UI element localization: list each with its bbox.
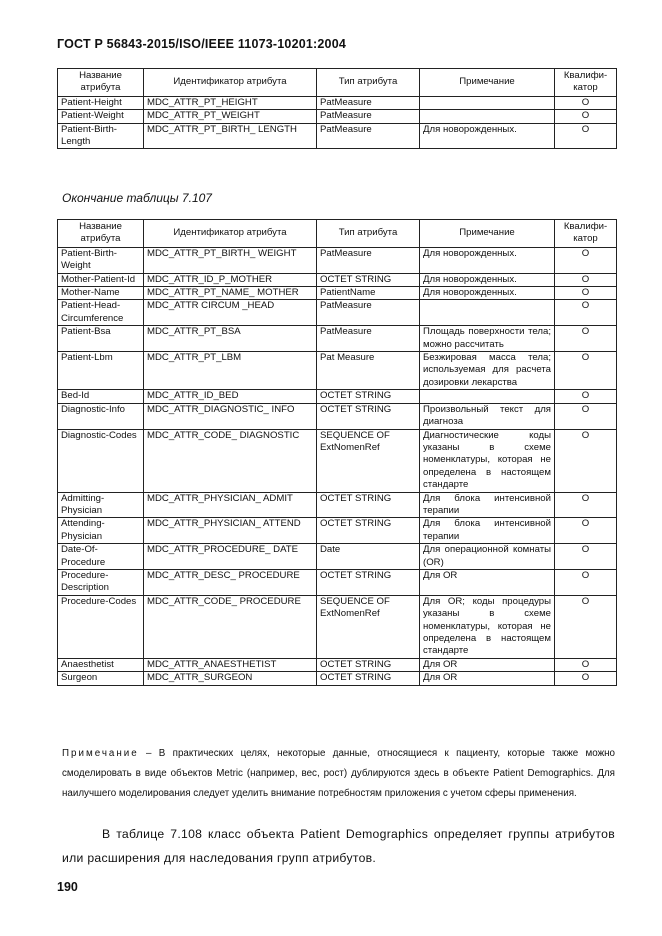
column-header: Примечание	[420, 69, 555, 97]
attribute-name-cell: Mother-Patient-Id	[58, 273, 144, 286]
note-cell: Для OR	[420, 569, 555, 595]
attribute-id-cell: MDC_ATTR_PT_LBM	[144, 352, 317, 390]
attribute-id-cell: MDC_ATTR_PT_HEIGHT	[144, 96, 317, 109]
attribute-type-cell: SEQUENCE OF ExtNomenRef	[317, 429, 420, 492]
column-header: Тип атрибута	[317, 220, 420, 248]
table-row	[58, 326, 617, 352]
attribute-name-cell: Patient-Birth-Weight	[58, 247, 144, 273]
attribute-table-end	[57, 219, 617, 686]
table-row	[58, 518, 617, 544]
note-cell: Для новорожденных.	[420, 287, 555, 300]
column-header: Название атрибута	[58, 220, 144, 248]
attribute-type-cell: PatMeasure	[317, 247, 420, 273]
note-cell: Для блока интенсивной терапии	[420, 492, 555, 518]
attribute-id-cell: MDC_ATTR_PROCEDURE_ DATE	[144, 544, 317, 570]
qualifier-cell: O	[555, 390, 617, 403]
attribute-id-cell: MDC_ATTR_CODE_ PROCEDURE	[144, 595, 317, 658]
attribute-type-cell: OCTET STRING	[317, 390, 420, 403]
note-cell: Для блока интенсивной терапии	[420, 518, 555, 544]
attribute-name-cell: Surgeon	[58, 672, 144, 685]
attribute-type-cell: OCTET STRING	[317, 273, 420, 286]
note-cell: Для новорожденных.	[420, 123, 555, 149]
attribute-name-cell: Patient-Height	[58, 96, 144, 109]
note-cell: Диагностические коды указаны в схеме номенклатуры, которая не определена в настоящем стандарте	[420, 429, 555, 492]
attribute-name-cell: Admitting-Physician	[58, 492, 144, 518]
note-cell: Произвольный текст для диагноза	[420, 403, 555, 429]
column-header: Квалифи-катор	[555, 220, 617, 248]
attribute-id-cell: MDC_ATTR_SURGEON	[144, 672, 317, 685]
attribute-type-cell: Date	[317, 544, 420, 570]
note-label: Примечание	[62, 748, 139, 759]
attribute-type-cell: OCTET STRING	[317, 403, 420, 429]
qualifier-cell: O	[555, 352, 617, 390]
attribute-name-cell: Diagnostic-Info	[58, 403, 144, 429]
attribute-id-cell: MDC_ATTR_PT_BIRTH_ LENGTH	[144, 123, 317, 149]
qualifier-cell: O	[555, 123, 617, 149]
table-note	[62, 744, 615, 804]
table-row	[58, 429, 617, 492]
attribute-id-cell: MDC_ATTR_DIAGNOSTIC_ INFO	[144, 403, 317, 429]
attribute-id-cell: MDC_ATTR_ID_BED	[144, 390, 317, 403]
attribute-name-cell: Patient-Head-Circumference	[58, 300, 144, 326]
table-row	[58, 658, 617, 671]
table-caption: Окончание таблицы 7.107	[62, 191, 212, 205]
attribute-type-cell: OCTET STRING	[317, 569, 420, 595]
table-row	[58, 110, 617, 123]
attribute-name-cell: Date-Of-Procedure	[58, 544, 144, 570]
attribute-id-cell: MDC_ATTR_PT_BSA	[144, 326, 317, 352]
attribute-type-cell: OCTET STRING	[317, 658, 420, 671]
qualifier-cell: O	[555, 247, 617, 273]
table-row	[58, 672, 617, 685]
attribute-id-cell: MDC_ATTR_CODE_ DIAGNOSTIC	[144, 429, 317, 492]
attribute-id-cell: MDC_ATTR_DESC_ PROCEDURE	[144, 569, 317, 595]
qualifier-cell: O	[555, 110, 617, 123]
table-row	[58, 247, 617, 273]
page-number: 190	[57, 880, 78, 894]
attribute-name-cell: Patient-Birth-Length	[58, 123, 144, 149]
attribute-id-cell: MDC_ATTR_ANAESTHETIST	[144, 658, 317, 671]
table-row	[58, 492, 617, 518]
attribute-name-cell: Attending-Physician	[58, 518, 144, 544]
column-header: Примечание	[420, 220, 555, 248]
qualifier-cell: O	[555, 544, 617, 570]
qualifier-cell: O	[555, 569, 617, 595]
attribute-id-cell: MDC_ATTR_PT_BIRTH_ WEIGHT	[144, 247, 317, 273]
table-row	[58, 569, 617, 595]
attribute-name-cell: Mother-Name	[58, 287, 144, 300]
table-row	[58, 287, 617, 300]
note-cell: Площадь поверхности тела; можно рассчитать	[420, 326, 555, 352]
column-header: Идентификатор атрибута	[144, 220, 317, 248]
note-cell	[420, 110, 555, 123]
table-row	[58, 403, 617, 429]
attribute-type-cell: PatMeasure	[317, 96, 420, 109]
qualifier-cell: O	[555, 492, 617, 518]
note-text: – В практических целях, некоторые данные, относящиеся к пациенту, которые также можно смоделировать в виде объектов Metric (например, вес, рост) дублируются здесь в объекте Patient Demographics. Для наилучшего моделирования следует уделить внимание потребностям приложения с учетом сферы применения.	[62, 748, 615, 799]
attribute-type-cell: SEQUENCE OF ExtNomenRef	[317, 595, 420, 658]
attribute-type-cell: Pat Measure	[317, 352, 420, 390]
attribute-name-cell: Procedure-Codes	[58, 595, 144, 658]
qualifier-cell: O	[555, 429, 617, 492]
attribute-id-cell: MDC_ATTR_PHYSICIAN_ ADMIT	[144, 492, 317, 518]
note-cell: Для OR; коды процедуры указаны в схеме номенклатуры, которая не определена в настоящем стандарте	[420, 595, 555, 658]
body-paragraph: В таблице 7.108 класс объекта Patient Demographics определяет группы атрибутов или расширения для наследования групп атрибутов.	[62, 827, 615, 865]
table-row	[58, 96, 617, 109]
attribute-id-cell: MDC_ATTR_PT_NAME_ MOTHER	[144, 287, 317, 300]
table-row	[58, 390, 617, 403]
table-row	[58, 273, 617, 286]
qualifier-cell: O	[555, 672, 617, 685]
attribute-name-cell: Anaesthetist	[58, 658, 144, 671]
qualifier-cell: O	[555, 273, 617, 286]
table-row	[58, 595, 617, 658]
attribute-name-cell: Patient-Weight	[58, 110, 144, 123]
document-header: ГОСТ Р 56843-2015/ISO/IEEE 11073-10201:2004	[57, 37, 347, 51]
attribute-name-cell: Diagnostic-Codes	[58, 429, 144, 492]
attribute-id-cell: MDC_ATTR_PT_WEIGHT	[144, 110, 317, 123]
attribute-table-continued	[57, 68, 617, 149]
qualifier-cell: O	[555, 96, 617, 109]
note-cell: Для OR	[420, 672, 555, 685]
table-header-row	[58, 69, 617, 97]
qualifier-cell: O	[555, 518, 617, 544]
attribute-type-cell: PatientName	[317, 287, 420, 300]
note-cell	[420, 390, 555, 403]
attribute-id-cell: MDC_ATTR CIRCUM _HEAD	[144, 300, 317, 326]
table-row	[58, 300, 617, 326]
note-cell	[420, 300, 555, 326]
attribute-id-cell: MDC_ATTR_PHYSICIAN_ ATTEND	[144, 518, 317, 544]
table-row	[58, 544, 617, 570]
table-row	[58, 352, 617, 390]
note-cell: Безжировая масса тела; используемая для расчета дозировки лекарства	[420, 352, 555, 390]
column-header: Идентификатор атрибута	[144, 69, 317, 97]
attribute-type-cell: PatMeasure	[317, 326, 420, 352]
qualifier-cell: O	[555, 287, 617, 300]
column-header: Название атрибута	[58, 69, 144, 97]
qualifier-cell: O	[555, 403, 617, 429]
note-cell: Для новорожденных.	[420, 273, 555, 286]
qualifier-cell: O	[555, 300, 617, 326]
attribute-type-cell: OCTET STRING	[317, 672, 420, 685]
attribute-type-cell: PatMeasure	[317, 123, 420, 149]
note-cell	[420, 96, 555, 109]
qualifier-cell: O	[555, 595, 617, 658]
column-header: Тип атрибута	[317, 69, 420, 97]
attribute-type-cell: OCTET STRING	[317, 492, 420, 518]
qualifier-cell: O	[555, 658, 617, 671]
table-header-row	[58, 220, 617, 248]
qualifier-cell: O	[555, 326, 617, 352]
attribute-name-cell: Patient-Bsa	[58, 326, 144, 352]
attribute-type-cell: PatMeasure	[317, 300, 420, 326]
table-row	[58, 123, 617, 149]
note-cell: Для операционной комнаты (OR)	[420, 544, 555, 570]
column-header: Квалифи-катор	[555, 69, 617, 97]
attribute-type-cell: PatMeasure	[317, 110, 420, 123]
note-cell: Для новорожденных.	[420, 247, 555, 273]
attribute-type-cell: OCTET STRING	[317, 518, 420, 544]
attribute-name-cell: Procedure-Description	[58, 569, 144, 595]
note-cell: Для OR	[420, 658, 555, 671]
attribute-id-cell: MDC_ATTR_ID_P_MOTHER	[144, 273, 317, 286]
attribute-name-cell: Patient-Lbm	[58, 352, 144, 390]
attribute-name-cell: Bed-Id	[58, 390, 144, 403]
